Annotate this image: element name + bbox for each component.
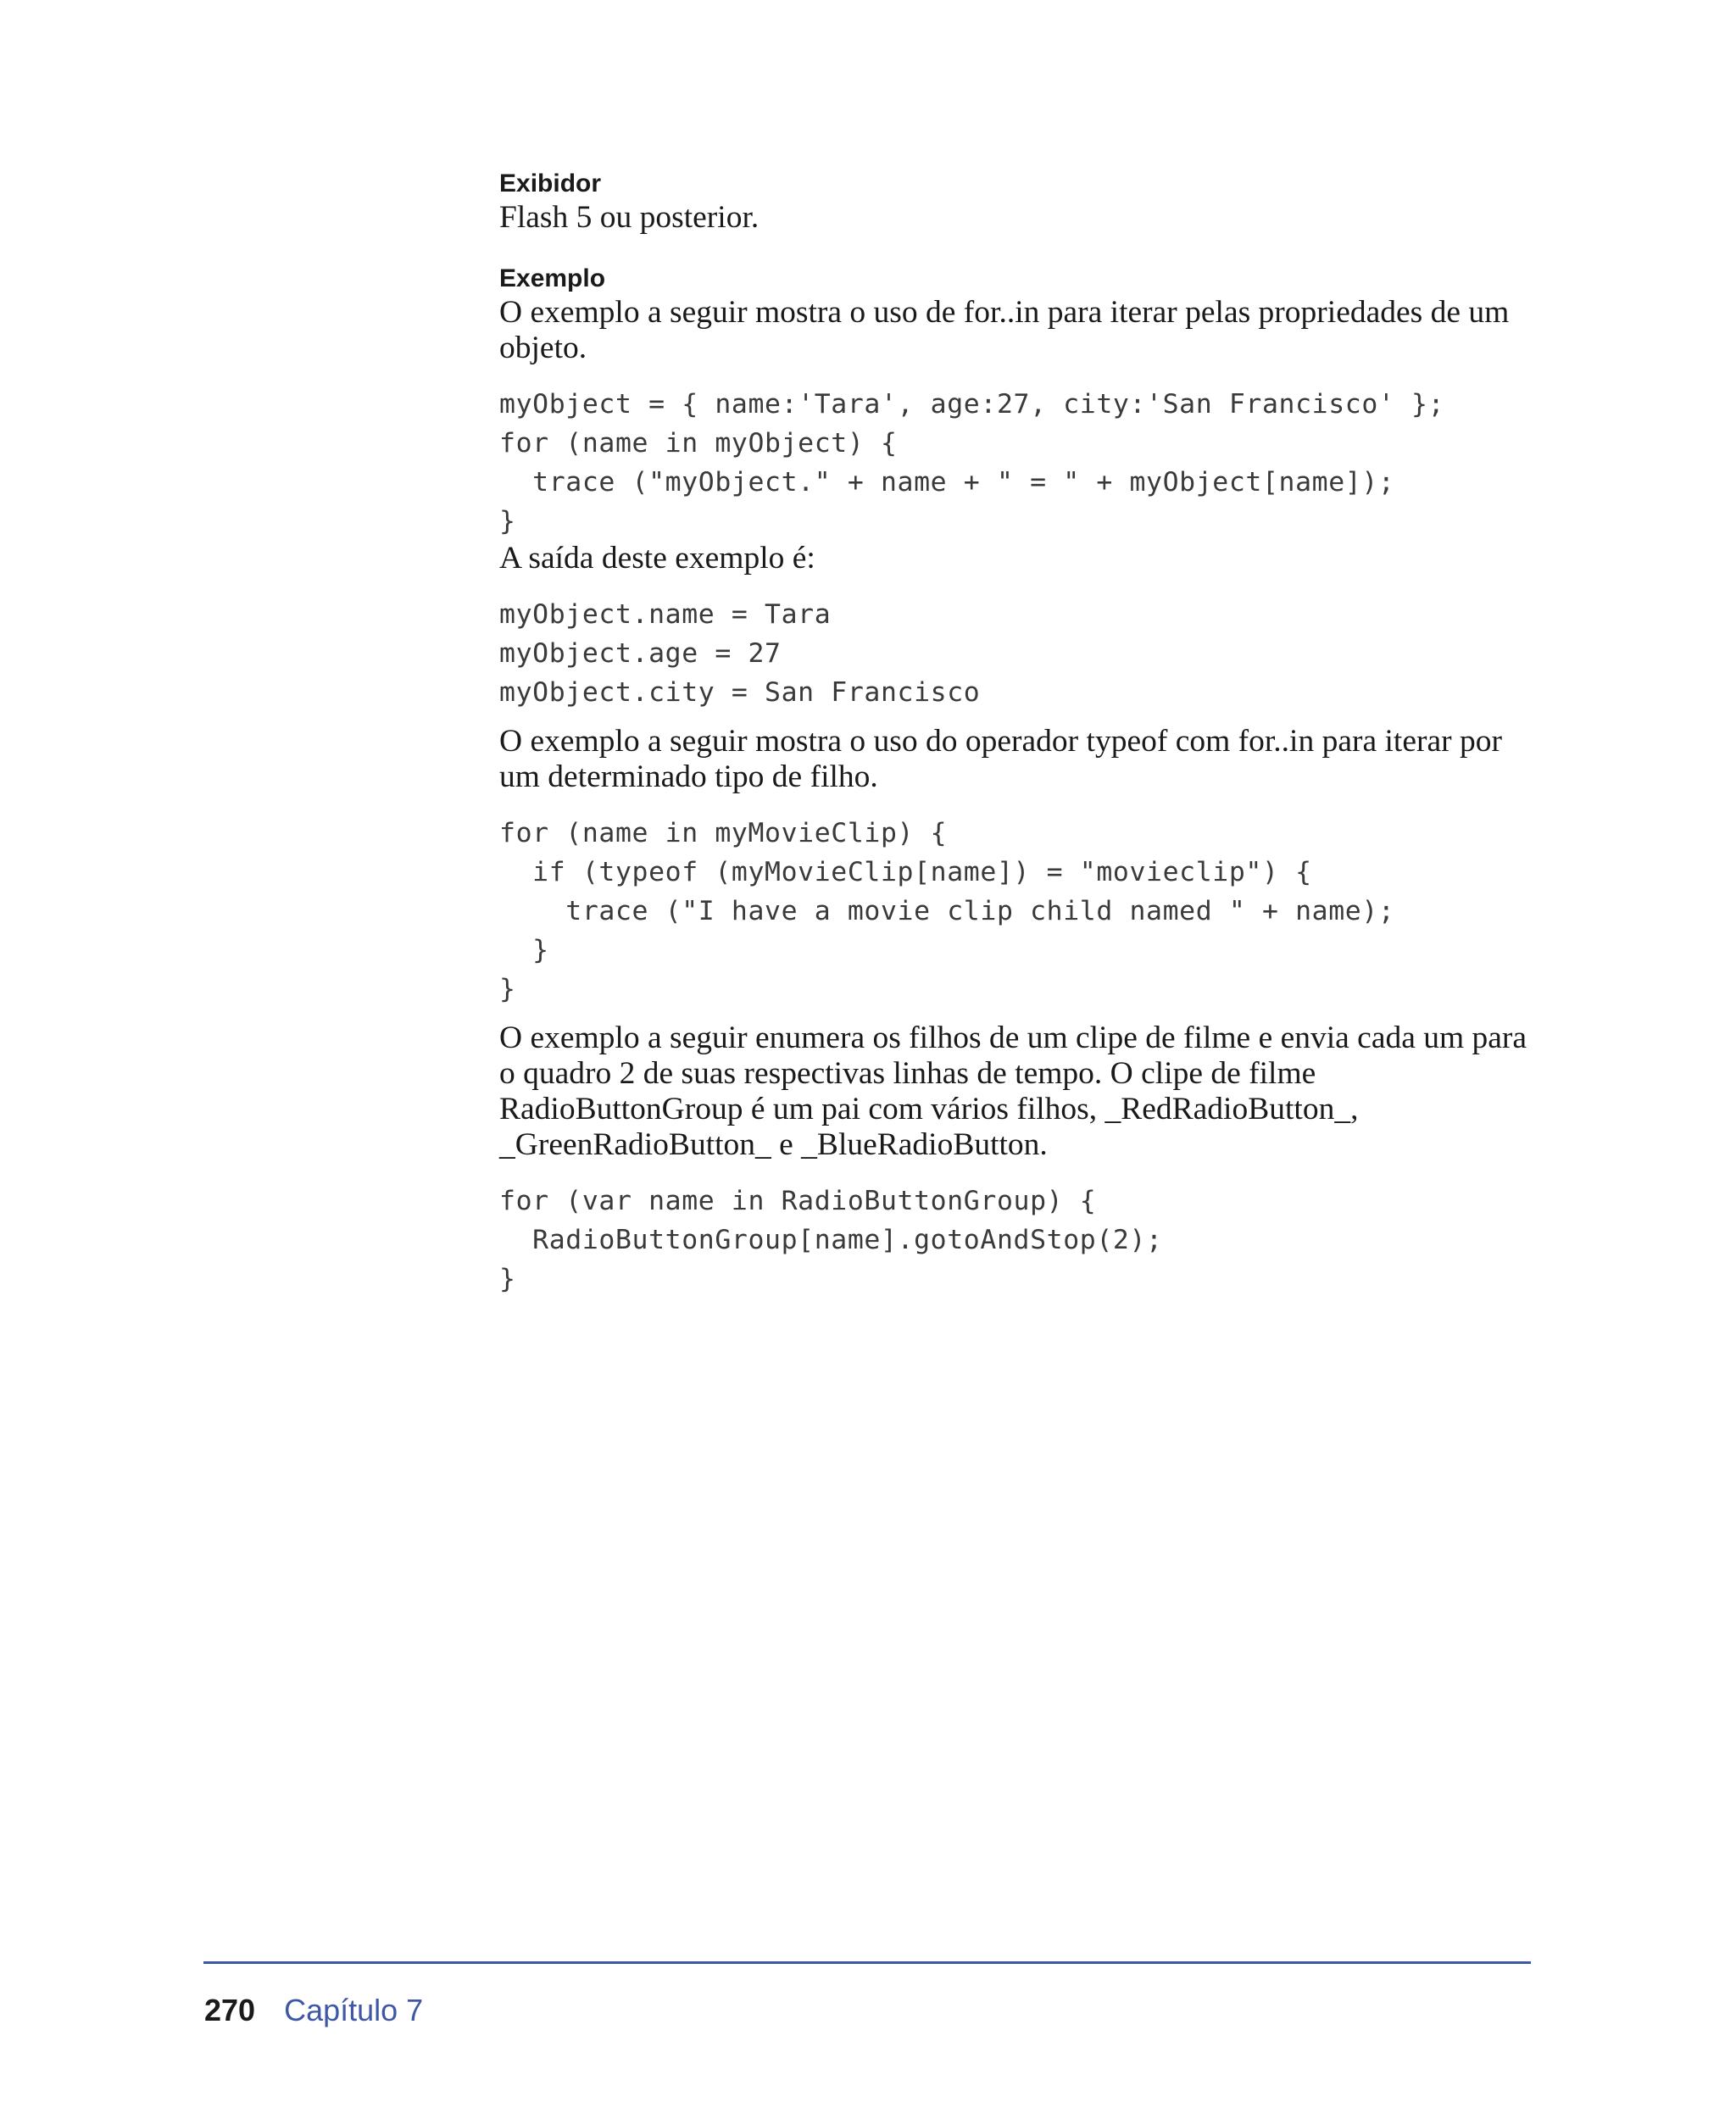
footer-divider [203, 1961, 1531, 1964]
player-heading: Exibidor [499, 170, 602, 197]
paragraph-typeof: O exemplo a seguir mostra o uso do operador typeof com for..in para iterar por um determinado tipo de filho. [499, 724, 1502, 794]
paragraph-radio-buttons: O exemplo a seguir enumera os filhos de um clipe de filme e envia cada um para o quadro 2 de suas respectivas linhas de tempo. O clipe de filme RadioButtonGroup é um pai com vários filhos, _RedRadioButton_, _GreenRadioButton_ e _BlueRadioButton. [499, 1021, 1527, 1162]
code-block-object-iteration: myObject = { name:'Tara', age:27, city:'San Francisco' }; for (name in myObject) { trace ("myObject." + name + " = " + myObject[name]); } [499, 389, 1445, 537]
player-text: Flash 5 ou posterior. [499, 200, 760, 235]
chapter-label: Capítulo 7 [284, 1993, 424, 2027]
page-number: 270 [204, 1993, 256, 2027]
example-heading: Exemplo [499, 264, 606, 292]
code-block-output: myObject.name = Tara myObject.age = 27 myObject.city = San Francisco [499, 599, 981, 708]
main-content [499, 168, 1533, 1299]
code-block-radio-buttons: for (var name in RadioButtonGroup) { RadioButtonGroup[name].gotoAndStop(2); } [499, 1186, 1163, 1294]
page-footer [204, 1992, 423, 2029]
paragraph-output-label: A saída deste exemplo é: [499, 541, 815, 576]
paragraph-intro: O exemplo a seguir mostra o uso de for..in para iterar pelas propriedades de um objeto. [499, 295, 1510, 365]
code-block-typeof: for (name in myMovieClip) { if (typeof (myMovieClip[name]) = "movieclip") { trace ("I have a movie clip child named " + name); } } [499, 818, 1395, 1004]
